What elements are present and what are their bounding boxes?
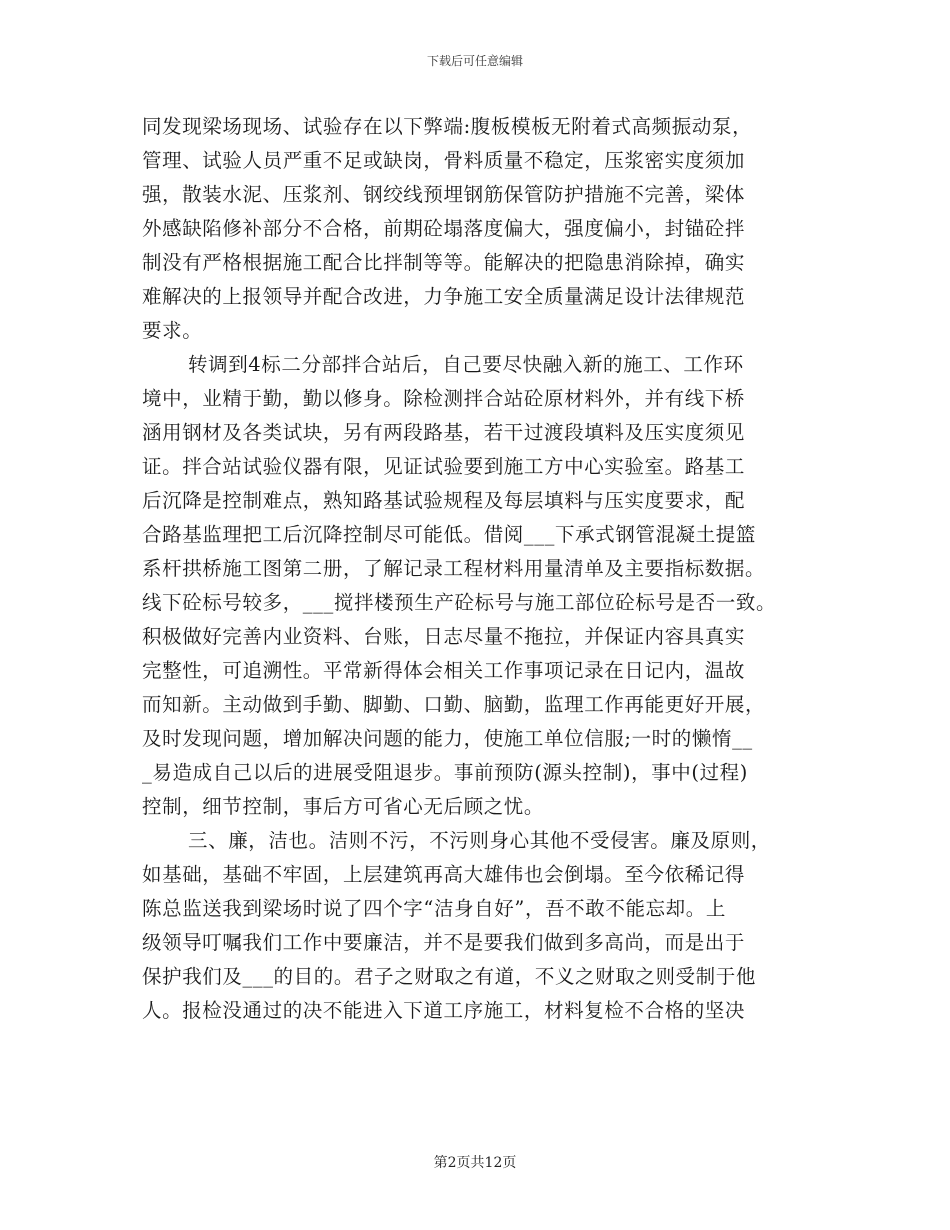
page-header: 下载后可任意编辑 (426, 54, 523, 68)
text-line: 强，散装水泥、压浆剂、钢绞线预埋钢筋保管防护措施不完善，梁体 (142, 183, 746, 206)
text-line: 外感缺陷修补部分不合格，前期砼塌落度偏大，强度偏小，封锚砼拌 (142, 217, 746, 240)
text-line: 制没有严格根据施工配合比拌制等等。能解决的把隐患消除掉，确实 (142, 251, 746, 274)
text-line: 管理、试验人员严重不足或缺岗，骨料质量不稳定，压浆密实度须加 (142, 149, 746, 172)
text-line: 后沉降是控制难点，熟知路基试验规程及每层填料与压实度要求，配 (142, 489, 746, 512)
text-line: 陈总监送我到梁场时说了四个字“洁身自好”，吾不敢不能忘却。上 (142, 897, 726, 920)
text-line: 三、廉，洁也。洁则不污，不污则身心其他不受侵害。廉及原则， (188, 829, 771, 852)
text-line: 涵用钢材及各类试块，另有两段路基，若干过渡段填料及压实度须见 (142, 421, 746, 444)
text-line: 如基础，基础不牢固，上层建筑再高大雄伟也会倒塌。至今依稀记得 (142, 863, 746, 886)
text-line: 级领导叮嘱我们工作中要廉洁，并不是要我们做到多高尚，而是出于 (142, 931, 746, 954)
text-line: 境中，业精于勤，勤以修身。除检测拌合站砼原材料外，并有线下桥 (142, 387, 746, 410)
text-line: _易造成自己以后的进展受阻退步。事前预防(源头控制)，事中(过程) (142, 761, 748, 784)
text-line: 难解决的上报领导并配合改进，力争施工安全质量满足设计法律规范 (142, 285, 746, 308)
document-body (142, 110, 822, 1028)
text-line: 人。报检没通过的决不能进入下道工序施工，材料复检不合格的坚决 (142, 999, 746, 1022)
text-line: 而知新。主动做到手勤、脚勤、口勤、脑勤，监理工作再能更好开展， (142, 693, 766, 716)
text-line: 控制，细节控制，事后方可省心无后顾之忧。 (142, 795, 545, 818)
text-line: 系杆拱桥施工图第二册，了解记录工程材料用量清单及主要指标数据。 (142, 557, 766, 580)
text-line: 完整性，可追溯性。平常新得体会相关工作事项记录在日记内，温故 (142, 659, 746, 682)
text-line: 要求。 (142, 319, 203, 342)
text-line: 同发现梁场现场、试验存在以下弊端:腹板模板无附着式高频振动泵， (142, 115, 753, 138)
text-line: 转调到4标二分部拌合站后，自己要尽快融入新的施工、工作环 (188, 353, 744, 376)
text-line: 积极做好完善内业资料、台账，日志尽量不拖拉，并保证内容具真实 (142, 625, 746, 648)
text-line: 保护我们及___的目的。君子之财取之有道，不义之财取之则受制于他 (142, 965, 756, 988)
text-line: 合路基监理把工后沉降控制尽可能低。借阅___下承式钢管混凝土提篮 (142, 523, 756, 546)
text-line: 线下砼标号较多，___搅拌楼预生产砼标号与施工部位砼标号是否一致。 (142, 591, 777, 614)
page-number: 第2页共12页 (433, 1155, 517, 1171)
text-line: 证。拌合站试验仪器有限，见证试验要到施工方中心实验室。路基工 (142, 455, 746, 478)
text-line: 及时发现问题，增加解决问题的能力，使施工单位信服;一时的懒惰__ (142, 727, 753, 750)
